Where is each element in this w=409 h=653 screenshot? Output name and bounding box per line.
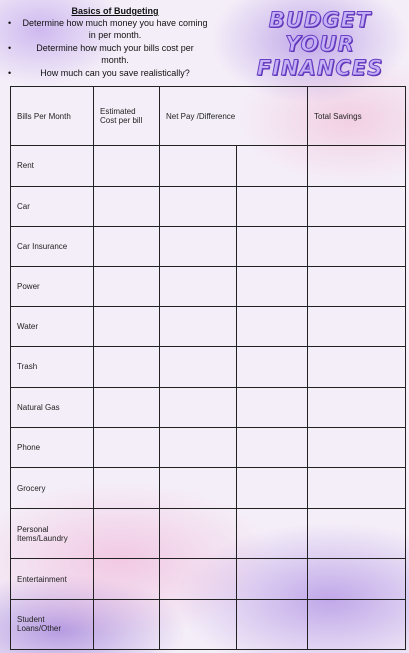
bill-label: Trash [11, 347, 94, 387]
net-pay-cell[interactable] [160, 226, 237, 266]
table-row [11, 387, 406, 427]
bullet-item [8, 17, 208, 41]
difference-cell[interactable] [237, 186, 308, 226]
estimated-cost-cell[interactable] [94, 467, 160, 508]
net-pay-cell[interactable] [160, 307, 237, 347]
table-row [11, 146, 406, 186]
net-pay-cell[interactable] [160, 347, 237, 387]
table-row [11, 559, 406, 599]
bullet-text: How much can you save realistically? [40, 68, 190, 78]
bullet-text: Determine how much money you have coming in per month. [22, 18, 208, 40]
net-pay-cell[interactable] [160, 509, 237, 559]
total-savings-cell[interactable] [308, 467, 406, 508]
difference-cell[interactable] [237, 509, 308, 559]
column-header: Total Savings [308, 87, 406, 146]
brand-line: FINANCES [256, 56, 384, 80]
total-savings-cell[interactable] [308, 307, 406, 347]
total-savings-cell[interactable] [308, 186, 406, 226]
net-pay-cell[interactable] [160, 599, 237, 649]
total-savings-cell[interactable] [308, 266, 406, 306]
bill-label: Natural Gas [11, 387, 94, 427]
table-row [11, 226, 406, 266]
bill-label: Entertainment [11, 559, 94, 599]
difference-cell[interactable] [237, 266, 308, 306]
bullet-text: Determine how much your bills cost per month. [36, 43, 194, 65]
estimated-cost-cell[interactable] [94, 509, 160, 559]
estimated-cost-cell[interactable] [94, 186, 160, 226]
brand-line: BUDGET YOUR [268, 8, 372, 56]
bill-label: Phone [11, 427, 94, 467]
bill-label: Car Insurance [11, 226, 94, 266]
bill-label: Rent [11, 146, 94, 186]
total-savings-cell[interactable] [308, 559, 406, 599]
estimated-cost-cell[interactable] [94, 347, 160, 387]
bill-label: Student Loans/Other [11, 599, 94, 649]
table-header-row [11, 87, 406, 146]
bullet-item [8, 42, 208, 66]
difference-cell[interactable] [237, 226, 308, 266]
bill-label: Power [11, 266, 94, 306]
bullet-list [8, 17, 208, 80]
estimated-cost-cell[interactable] [94, 387, 160, 427]
column-header: Net Pay /Difference [160, 87, 308, 146]
bill-label: Personal Items/Laundry [11, 509, 94, 559]
table-row [11, 307, 406, 347]
estimated-cost-cell[interactable] [94, 559, 160, 599]
bill-label: Water [11, 307, 94, 347]
total-savings-cell[interactable] [308, 427, 406, 467]
brand-title [250, 8, 390, 80]
difference-cell[interactable] [237, 307, 308, 347]
budget-table [10, 86, 406, 650]
total-savings-cell[interactable] [308, 387, 406, 427]
table-row [11, 427, 406, 467]
difference-cell[interactable] [237, 559, 308, 599]
header [0, 0, 409, 85]
bullet-dot-icon: • [8, 18, 12, 28]
basics-title: Basics of Budgeting [71, 6, 159, 16]
net-pay-cell[interactable] [160, 427, 237, 467]
bill-label: Grocery [11, 467, 94, 508]
difference-cell[interactable] [237, 387, 308, 427]
net-pay-cell[interactable] [160, 146, 237, 186]
table-row [11, 266, 406, 306]
net-pay-cell[interactable] [160, 387, 237, 427]
column-header: Bills Per Month [11, 87, 94, 146]
table-row [11, 467, 406, 508]
bullet-item [8, 67, 208, 79]
difference-cell[interactable] [237, 146, 308, 186]
bullet-dot-icon: • [8, 43, 12, 53]
difference-cell[interactable] [237, 467, 308, 508]
table-row [11, 509, 406, 559]
estimated-cost-cell[interactable] [94, 146, 160, 186]
column-header: Estimated Cost per bill [94, 87, 160, 146]
table-row [11, 347, 406, 387]
net-pay-cell[interactable] [160, 559, 237, 599]
total-savings-cell[interactable] [308, 347, 406, 387]
estimated-cost-cell[interactable] [94, 427, 160, 467]
estimated-cost-cell[interactable] [94, 226, 160, 266]
estimated-cost-cell[interactable] [94, 307, 160, 347]
estimated-cost-cell[interactable] [94, 599, 160, 649]
bill-label: Car [11, 186, 94, 226]
estimated-cost-cell[interactable] [94, 266, 160, 306]
total-savings-cell[interactable] [308, 509, 406, 559]
table-row [11, 599, 406, 649]
total-savings-cell[interactable] [308, 226, 406, 266]
net-pay-cell[interactable] [160, 467, 237, 508]
total-savings-cell[interactable] [308, 146, 406, 186]
difference-cell[interactable] [237, 599, 308, 649]
difference-cell[interactable] [237, 427, 308, 467]
table-row [11, 186, 406, 226]
net-pay-cell[interactable] [160, 266, 237, 306]
total-savings-cell[interactable] [308, 599, 406, 649]
net-pay-cell[interactable] [160, 186, 237, 226]
difference-cell[interactable] [237, 347, 308, 387]
bullet-dot-icon: • [8, 68, 12, 78]
